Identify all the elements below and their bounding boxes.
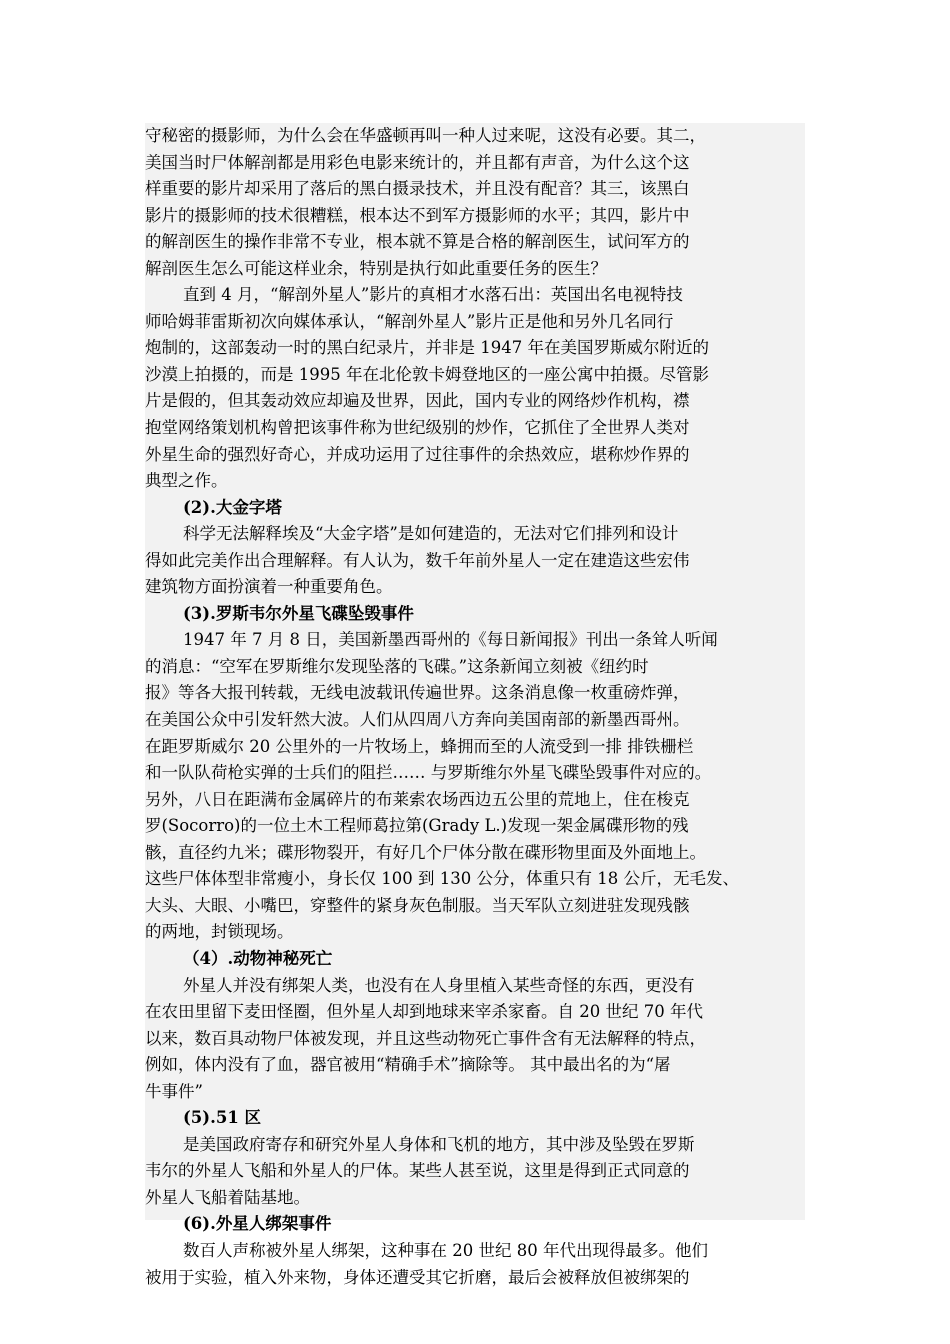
paragraph-line: 的解剖医生的操作非常不专业，根本就不算是合格的解剖医生，试问军方的 bbox=[145, 232, 690, 252]
paragraph-line: 样重要的影片却采用了落后的黑白摄录技术，并且没有配音？其三，该黑白 bbox=[145, 179, 690, 199]
paragraph-line: 影片的摄影师的技术很糟糕，根本达不到军方摄影师的水平；其四，影片中 bbox=[145, 205, 690, 225]
paragraph-line: 1947 年 7 月 8 日，美国新墨西哥州的《每日新闻报》刊出一条耸人听闻 bbox=[183, 630, 718, 650]
paragraph-line: 的两地，封锁现场。 bbox=[145, 922, 294, 942]
paragraph-line: 数百人声称被外星人绑架，这种事在 20 世纪 80 年代出现得最多。他们 bbox=[183, 1240, 708, 1260]
paragraph-line: 科学无法解释埃及“大金字塔”是如何建造的，无法对它们排列和设计 bbox=[183, 524, 679, 544]
paragraph-line: 直到 4 月，“解剖外星人”影片的真相才水落石出：英国出名电视特技 bbox=[183, 285, 683, 305]
paragraph-line: 沙漠上拍摄的，而是 1995 年在北伦敦卡姆登地区的一座公寓中拍摄。尽管影 bbox=[145, 364, 709, 384]
section-heading: (6).外星人绑架事件 bbox=[183, 1214, 332, 1234]
paragraph-line: 炮制的，这部轰动一时的黑白纪录片，并非是 1947 年在美国罗斯威尔附近的 bbox=[145, 338, 709, 358]
paragraph-line: 美国当时尸体解剖都是用彩色电影来统计的，并且都有声音，为什么这个这 bbox=[145, 152, 690, 172]
paragraph-line: 罗(Socorro)的一位土木工程师葛拉第(Grady L.)发现一架金属碟形物的残 bbox=[145, 816, 689, 836]
paragraph-line: 和一队队荷枪实弹的士兵们的阻拦…… 与罗斯维尔外星飞碟坠毁事件对应的。 bbox=[145, 763, 712, 783]
paragraph-line: 在美国公众中引发轩然大波。人们从四周八方奔向美国南部的新墨西哥州。 bbox=[145, 710, 690, 730]
paragraph-line: 解剖医生怎么可能这样业余，特别是执行如此重要任务的医生？ bbox=[145, 258, 607, 278]
paragraph-line: 得如此完美作出合理解释。有人认为，数千年前外星人一定在建造这些宏伟 bbox=[145, 550, 690, 570]
paragraph-line: 外星生命的强烈好奇心，并成功运用了过往事件的余热效应，堪称炒作界的 bbox=[145, 444, 690, 464]
section-heading: (5).51 区 bbox=[183, 1108, 262, 1128]
paragraph-line: 典型之作。 bbox=[145, 471, 228, 491]
paragraph-line: 这些尸体体型非常瘦小，身长仅 100 到 130 公分，体重只有 18 公斤，无毛发、 bbox=[145, 869, 739, 889]
paragraph-line: 外星人飞船着陆基地。 bbox=[145, 1187, 310, 1207]
paragraph-line: 在农田里留下麦田怪圈，但外星人却到地球来宰杀家畜。自 20 世纪 70 年代 bbox=[145, 1002, 703, 1022]
paragraph-line: 大头、大眼、小嘴巴，穿整件的紧身灰色制服。当天军队立刻进驻发现残骸 bbox=[145, 895, 690, 915]
paragraph-line: 另外，八日在距满布金属碎片的布莱索农场西边五公里的荒地上，住在梭克 bbox=[145, 789, 690, 809]
paragraph-line: 建筑物方面扮演着一种重要角色。 bbox=[145, 577, 393, 597]
paragraph-line: 是美国政府寄存和研究外星人身体和飞机的地方，其中涉及坠毁在罗斯 bbox=[183, 1134, 695, 1154]
document-text-block bbox=[145, 123, 805, 1287]
paragraph-line: 牛事件” bbox=[145, 1081, 203, 1101]
paragraph-line: 骸，直径约九米；碟形物裂开，有好几个尸体分散在碟形物里面及外面地上。 bbox=[145, 842, 706, 862]
paragraph-line: 抱堂网络策划机构曾把该事件称为世纪级别的炒作，它抓住了全世界人类对 bbox=[145, 418, 690, 438]
paragraph-line: 报》等各大报刊转载，无线电波载讯传遍世界。这条消息像一枚重磅炸弹， bbox=[145, 683, 690, 703]
paragraph-line: 例如，体内没有了血，器官被用“精确手术”摘除等。 其中最出名的为“屠 bbox=[145, 1055, 671, 1075]
section-heading: （4）.动物神秘死亡 bbox=[183, 948, 333, 968]
paragraph-line: 被用于实验，植入外来物，身体还遭受其它折磨，最后会被释放但被绑架的 bbox=[145, 1267, 690, 1287]
paragraph-line: 片是假的，但其轰动效应却遍及世界，因此，国内专业的网络炒作机构，襟 bbox=[145, 391, 690, 411]
section-heading: (2).大金字塔 bbox=[183, 497, 282, 517]
paragraph-line: 师哈姆菲雷斯初次向媒体承认，“解剖外星人”影片正是他和另外几名同行 bbox=[145, 311, 674, 331]
paragraph-line: 的消息：“空军在罗斯维尔发现坠落的飞碟。”这条新闻立刻被《纽约时 bbox=[145, 656, 649, 676]
paragraph-line: 在距罗斯威尔 20 公里外的一片牧场上，蜂拥而至的人流受到一排 排铁栅栏 bbox=[145, 736, 694, 756]
paragraph-line: 韦尔的外星人飞船和外星人的尸体。某些人甚至说，这里是得到正式同意的 bbox=[145, 1161, 690, 1181]
paragraph-line: 以来，数百具动物尸体被发现，并且这些动物死亡事件含有无法解释的特点， bbox=[145, 1028, 706, 1048]
paragraph-line: 守秘密的摄影师，为什么会在华盛顿再叫一种人过来呢，这没有必要。其二， bbox=[145, 126, 706, 145]
section-heading: (3).罗斯韦尔外星飞碟坠毁事件 bbox=[183, 603, 414, 623]
paragraph-line: 外星人并没有绑架人类，也没有在人身里植入某些奇怪的东西，更没有 bbox=[183, 975, 695, 995]
